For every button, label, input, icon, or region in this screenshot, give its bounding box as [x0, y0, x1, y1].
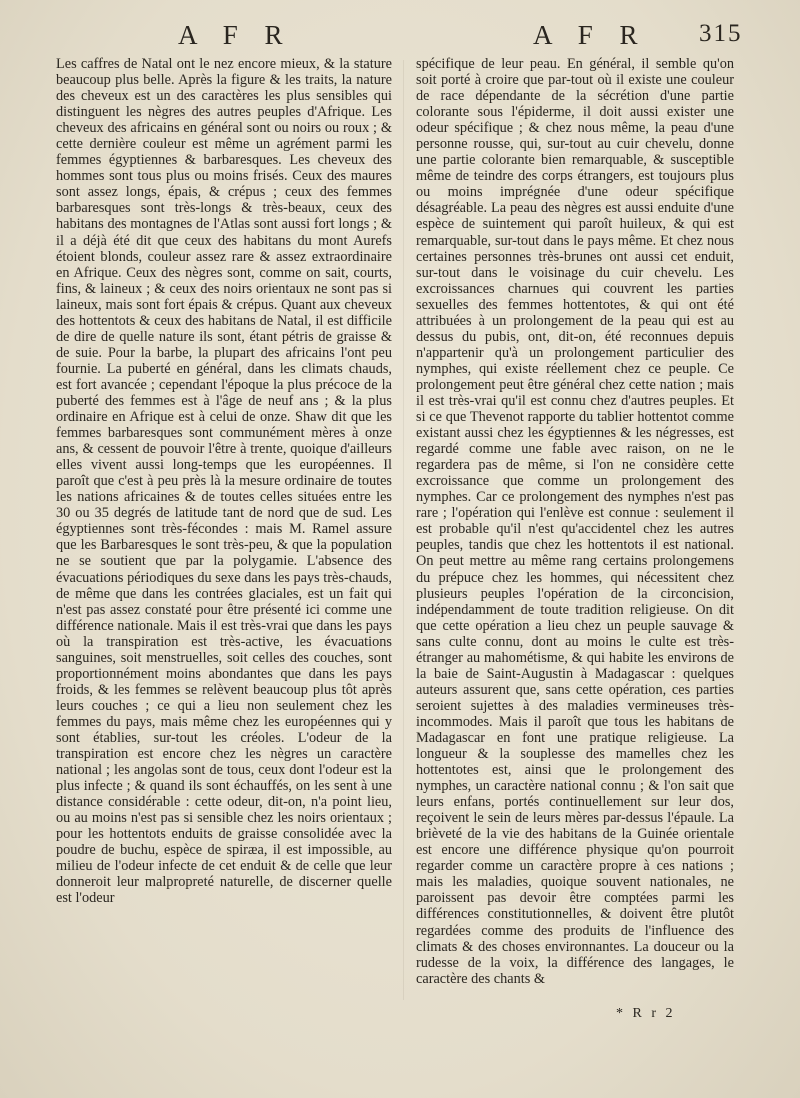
- signature-mark: * R r 2: [616, 1006, 676, 1021]
- right-column-text: spécifique de leur peau. En général, il semble qu'on soit porté à croire que par-tout où il existe une couleur de race dépendante de la sécrétion d'une partie colorante sous l'épiderme, il doit aussi exister une odeur spécifique ; & chez nous même, la peau d'une personne rousse, qui, sur-tout au cuir chevelu, donne une partie colorante bien remarquable, & susceptible même de teindre des corps étrangers, est toujours plus ou moins imprégnée d'une odeur spécifique désagréable. La peau des nègres est aussi enduite d'une espèce de suintement qui paroît huileux, & qui est remarquable, sur-tout dans le pays même. Et chez nous certaines personnes très-brunes ont aussi cet enduit, sur-tout dans le voisinage du cuir chevelu. Les excroissances charnues qui couvrent les parties sexuelles des femmes hottentotes, & qui ont été attribuées à un prolongement de la peau qui est au dessus du pubis, ont, dit-on, été reconnues depuis n'appartenir qu'à un prolongement particulier des nymphes, qui existe réellement chez ce peuple. Ce prolongement peut être général chez cette nation ; mais il est très-vrai qu'il est connu chez d'autres peuples. Et si ce que Thevenot rapporte du tablier hottentot comme existant aussi chez les égyptiennes & les négresses, est regardé comme une fable avec raison, on ne le regardera pas de même, si l'on ne considère cette excroissance que comme un prolongement des nymphes. Car ce prolongement des nymphes n'est pas rare ; l'opération qui l'enlève est connue : seulement il est probable qu'il n'est qu'accidentel chez les autres peuples, tandis que chez les hottentots il est national. On peut mettre au même rang certains prolongemens du prépuce chez les hommes, qui nécessitent chez plusieurs peuples l'opération de la circoncision, indépendamment de toute tradition religieuse. On dit que cette opération a lieu chez un peuple sauvage & sans culte connu, dont au moins le culte est très-étranger au mahométisme, & qui habite les environs de la baie de Saint-Augustin à Madagascar : quelques auteurs assurent que, sans cette opération, ces parties seroient sujettes à des maladies vermineuses très-incommodes. Mais il paroît que tous les habitans de Madagascar en font une pratique religieuse. La longueur & la souplesse des mamelles chez les hottentotes est, ainsi que le prolongement des nymphes, un caractère national connu ; & l'on sait que leurs enfans, portés continuellement sur leur dos, reçoivent le sein de leurs mères par-dessus l'épaule. La brièveté de la vie des habitans de la Guinée orientale est encore une différence physique qu'on pourroit regarder comme un caractère propre à ces nations ; mais les maladies, quoique souvent nationales, ne paroissent pas devoir être comptées parmi les différences constitutionnelles, & doivent être plutôt regardées comme des produits de l'influence des climats & des choses environnantes. La douceur ou la rudesse de la voix, la différence des langages, le caractère des chants &: [416, 56, 734, 987]
- page-number: 315: [699, 20, 743, 47]
- left-running-head: A F R: [178, 20, 293, 50]
- left-column: [56, 56, 392, 906]
- right-column: [416, 56, 734, 987]
- left-column-text: Les caffres de Natal ont le nez encore mieux, & la stature beaucoup plus belle. Après la figure & les traits, la nature des cheveux est un des caractères les plus sensibles qui distinguent les nègres des autres peuples d'Afrique. Les cheveux des africains en général sont ou noirs ou roux ; & cette dernière couleur est même un agrément parmi les femmes égyptiennes & barbaresques. Les cheveux des hommes sont tous plus ou moins frisés. Ceux des maures sont assez longs, épais, & crépus ; ceux des femmes barbaresques sont très-longs & très-beaux, ceux des habitans des montagnes de l'Atlas sont aussi fort longs ; & il a déjà été dit que ceux des habitans du mont Aurefs étoient blonds, couleur assez rare & assez extraordinaire en Afrique. Ceux des nègres sont, comme on sait, courts, fins, & laineux ; & ceux des noirs orientaux ne sont pas si laineux, mais sont fort épais & crépus. Quant aux cheveux des hottentots & ceux des habitans de Natal, il est difficile de dire de quelle nature ils sont, étant pétris de graisse & de suie. Pour la barbe, la plupart des africains l'ont peu fournie. La puberté en général, dans les climats chauds, est fort avancée ; cependant l'époque la plus précoce de la puberté des femmes est à l'âge de neuf ans ; & la plus ordinaire en Afrique est à celui de onze. Shaw dit que les femmes barbaresques sont communément mères à onze ans, & cessent de pouvoir l'être à trente, quoique d'ailleurs elles vivent aussi long-temps que les européennes. Il paroît que c'est à peu près là la mesure ordinaire de toutes les nations africaines & de toutes celles situées entre les 30 ou 35 degrés de latitude tant de nord que de sud. Les égyptiennes sont très-fécondes : mais M. Ramel assure que les Barbaresques le sont très-peu, & que la population ne se soutient que par la polygamie. L'absence des évacuations périodiques du sexe dans les pays très-chauds, de même que dans les contrées glaciales, est un fait qui n'est pas assez constaté pour être présenté ici comme une différence nationale. Mais il est très-vrai que dans les pays où la transpiration est très-active, les évacuations sanguines, soit menstruelles, soit celles des couches, sont proportionnément moins abondantes que dans les pays froids, & les femmes se relèvent beaucoup plus tôt après leurs couches ; ce qui a lieu non seulement chez les femmes du pays, mais même chez les européennes qui y sont établies, sur-tout les créoles. L'odeur de la transpiration est encore chez les nègres un caractère national ; les angolas sont de tous, ceux dont l'odeur est la plus infecte ; & quand ils sont échauffés, on les sent à une distance considérable : cette odeur, dit-on, n'a point lieu, ou au moins n'est pas si sensible chez les noirs orientaux ; pour les hottentots enduits de graisse consolidée avec la poudre de buchu, espèce de spiræa, il est impossible, au milieu de l'odeur infecte de cet enduit & de celle que leur donneroit leur malpropreté naturelle, de discerner quelle est l'odeur: [56, 56, 392, 907]
- column-gutter: [403, 60, 404, 1000]
- right-running-head: A F R: [533, 20, 648, 50]
- running-header: [0, 18, 800, 52]
